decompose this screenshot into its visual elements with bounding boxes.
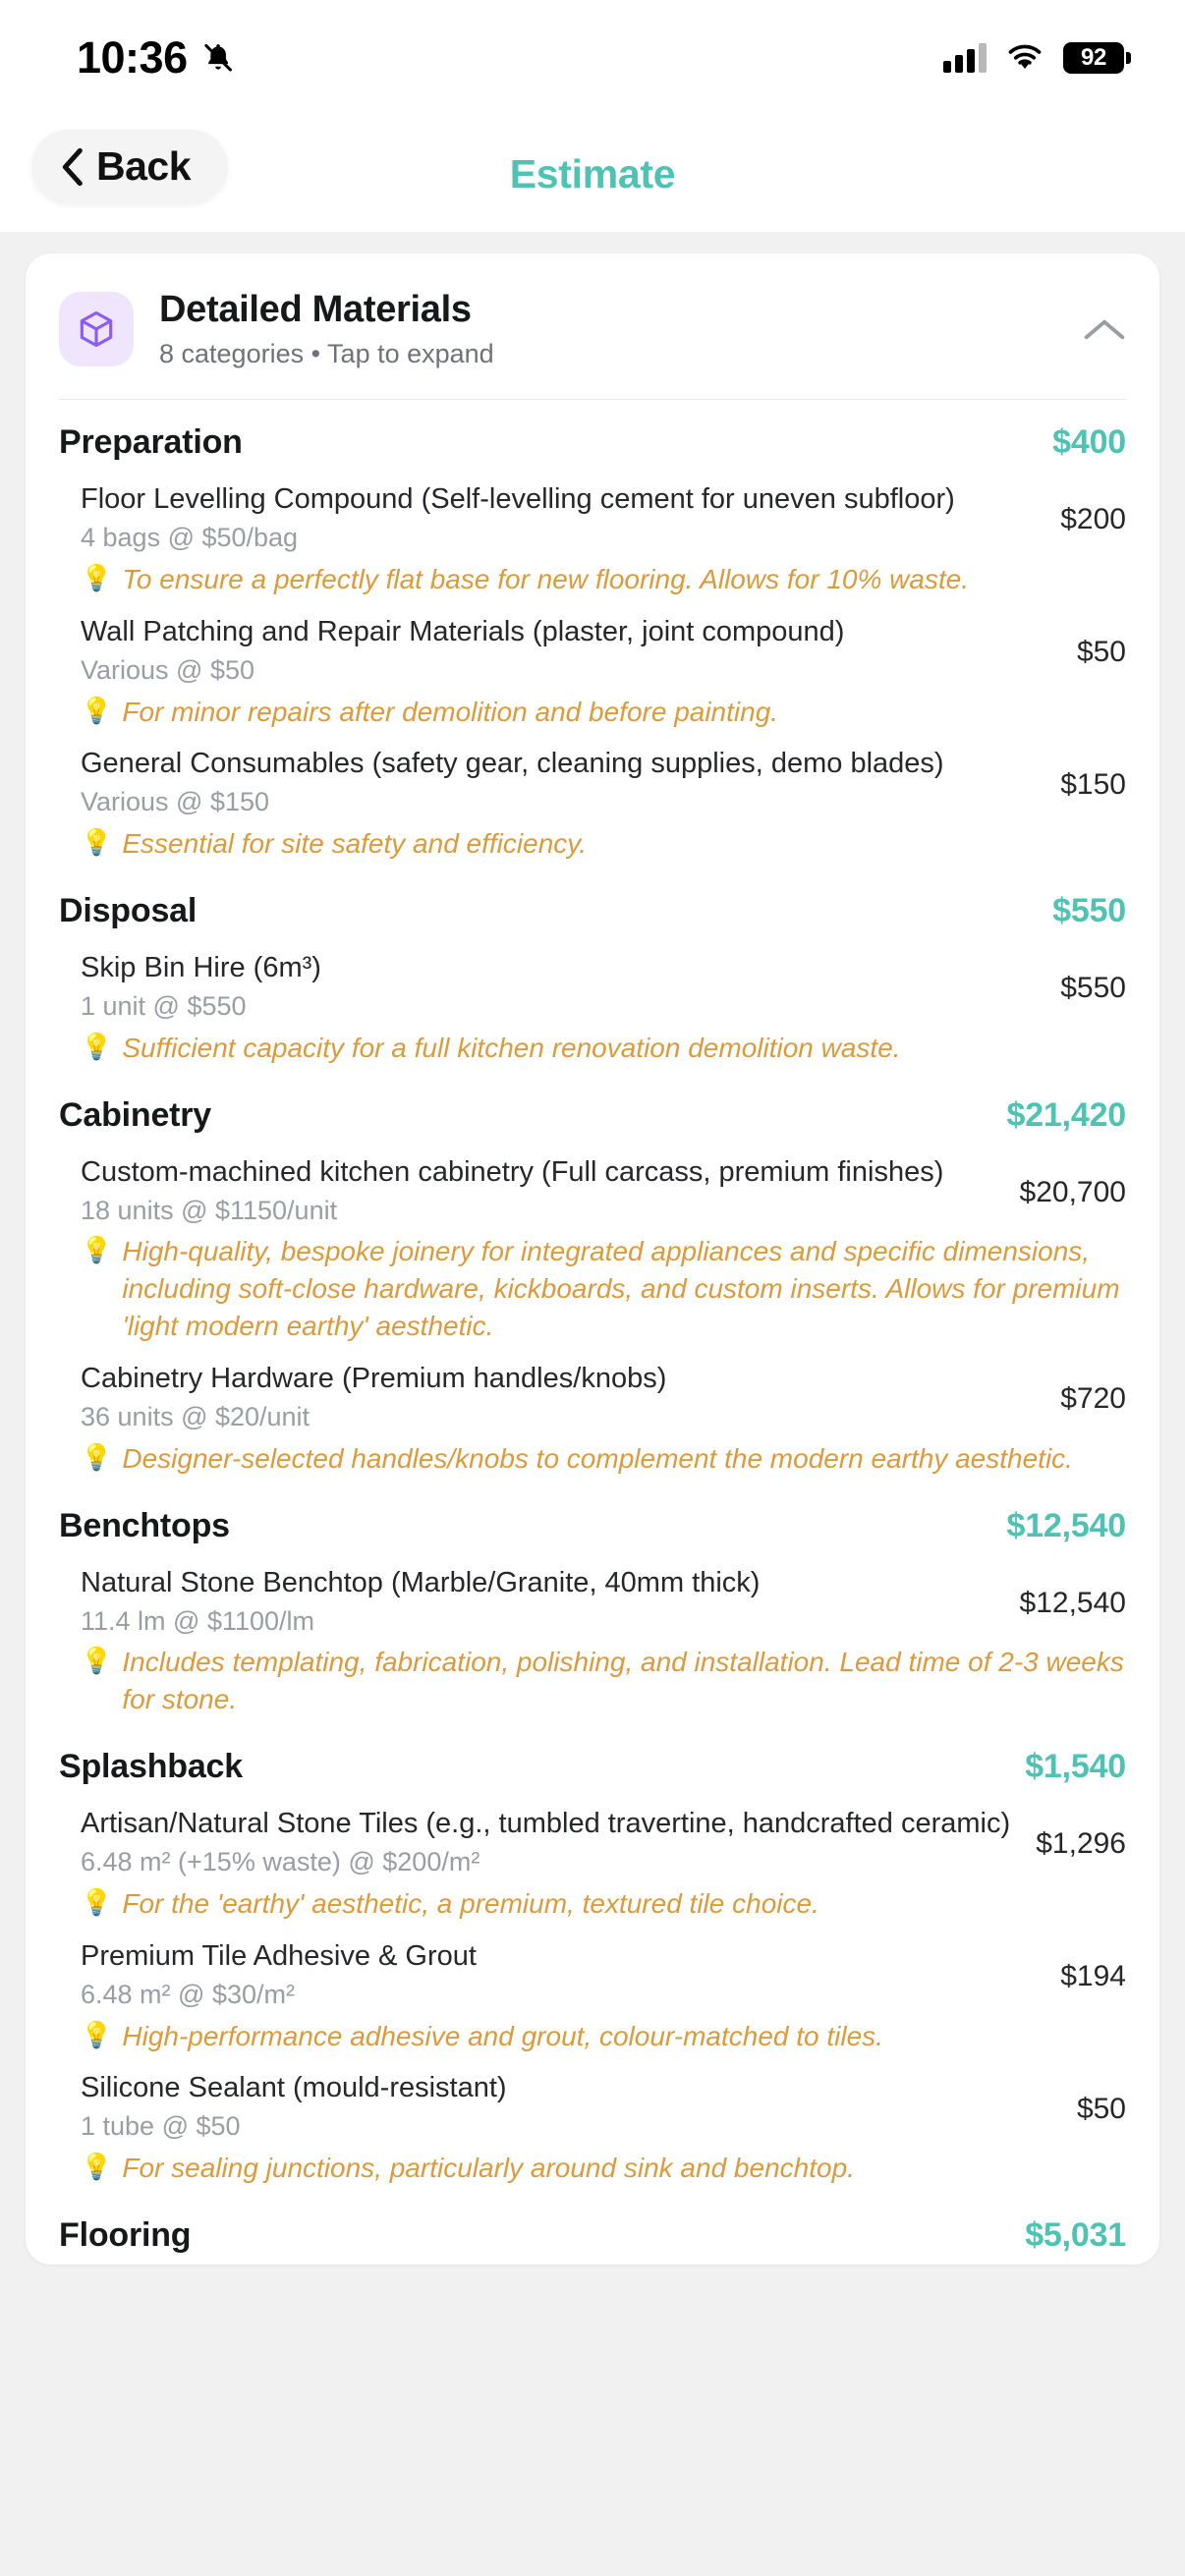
line-item-quantity: 1 tube @ $50 bbox=[81, 2111, 241, 2142]
line-item-main bbox=[59, 1565, 1126, 1639]
status-bar-left bbox=[77, 32, 235, 84]
line-item-main bbox=[59, 1938, 1126, 2012]
line-item-name: Natural Stone Benchtop (Marble/Granite, 40mm thick) bbox=[81, 1566, 761, 1598]
line-item-text bbox=[59, 1154, 1000, 1228]
back-button[interactable] bbox=[31, 130, 228, 203]
line-item-text bbox=[59, 2070, 1057, 2144]
line-item-quantity: 6.48 m² @ $30/m² bbox=[81, 1979, 295, 2009]
line-item-price: $200 bbox=[1060, 503, 1126, 536]
section-total: $400 bbox=[1052, 423, 1126, 461]
line-item-name: General Consumables (safety gear, cleaning supplies, demo blades) bbox=[81, 748, 944, 780]
cellular-signal-icon bbox=[943, 43, 987, 73]
line-item-note bbox=[59, 1233, 1126, 1344]
battery-indicator bbox=[1063, 42, 1124, 74]
line-item bbox=[26, 940, 1159, 1073]
section-total: $21,420 bbox=[1006, 1095, 1126, 1134]
line-item-quantity: 36 units @ $20/unit bbox=[81, 1401, 310, 1431]
line-item-note bbox=[59, 825, 1126, 863]
line-item bbox=[26, 1555, 1159, 1724]
section-total: $5,031 bbox=[1025, 2215, 1126, 2254]
line-item bbox=[26, 604, 1159, 737]
line-item bbox=[26, 472, 1159, 604]
line-item-quantity: Various @ $50 bbox=[81, 654, 255, 685]
line-item-quantity: 4 bags @ $50/bag bbox=[81, 523, 299, 553]
line-item-main bbox=[59, 746, 1126, 819]
page-body bbox=[0, 232, 1185, 2576]
line-item-note-text: High-quality, bespoke joinery for integrated appliances and specific dimensions, including soft-close hardware, kickboards, and custom inserts. Allows for premium 'light modern earthy' aesthetic. bbox=[122, 1236, 1120, 1342]
line-item-main bbox=[59, 1154, 1126, 1228]
line-item-note bbox=[59, 561, 1126, 598]
detailed-materials-card bbox=[26, 253, 1159, 2265]
section-name: Splashback bbox=[59, 1747, 243, 1785]
line-item-text bbox=[59, 1806, 1016, 1879]
section-header bbox=[26, 868, 1159, 940]
section-total: $550 bbox=[1052, 891, 1126, 929]
section-total: $12,540 bbox=[1006, 1506, 1126, 1544]
line-item-text bbox=[59, 1938, 1041, 2012]
line-item-note-text: For minor repairs after demolition and before painting. bbox=[122, 696, 779, 727]
line-item-note-text: Sufficient capacity for a full kitchen renovation demolition waste. bbox=[122, 1032, 901, 1063]
line-item-quantity: 11.4 lm @ $1100/lm bbox=[81, 1605, 315, 1636]
line-item-main bbox=[59, 1361, 1126, 1434]
line-item-price: $50 bbox=[1076, 636, 1126, 669]
line-item-quantity: 6.48 m² (+15% waste) @ $200/m² bbox=[81, 1847, 480, 1877]
line-item-price: $20,700 bbox=[1019, 1176, 1126, 1209]
detailed-materials-header-text bbox=[159, 289, 1083, 369]
line-item-name: Skip Bin Hire (6m³) bbox=[81, 951, 321, 983]
chevron-up-icon[interactable] bbox=[1083, 314, 1126, 344]
line-item-note bbox=[59, 1440, 1126, 1478]
line-item bbox=[26, 736, 1159, 868]
section-header bbox=[26, 2193, 1159, 2265]
line-item-note-text: To ensure a perfectly flat base for new flooring. Allows for 10% waste. bbox=[122, 563, 970, 594]
status-time: 10:36 bbox=[77, 32, 188, 83]
back-button-label: Back bbox=[96, 143, 192, 189]
line-item-note bbox=[59, 2018, 1126, 2055]
page-title: Estimate bbox=[509, 150, 676, 196]
section-header bbox=[26, 1484, 1159, 1555]
line-item bbox=[26, 2060, 1159, 2193]
line-item-text bbox=[59, 746, 1041, 819]
line-item bbox=[26, 1351, 1159, 1484]
line-item-main bbox=[59, 1806, 1126, 1879]
line-item-text bbox=[59, 1565, 1000, 1639]
section-name: Cabinetry bbox=[59, 1095, 212, 1134]
lightbulb-icon: 💡 bbox=[81, 2019, 113, 2049]
bell-slash-icon bbox=[201, 40, 235, 76]
lightbulb-icon: 💡 bbox=[81, 2152, 113, 2182]
line-item-note-text: Designer-selected handles/knobs to complement the modern earthy aesthetic. bbox=[122, 1442, 1073, 1474]
box-3d-icon-wrapper bbox=[59, 292, 134, 366]
line-item-quantity: Various @ $150 bbox=[81, 787, 270, 817]
lightbulb-icon: 💡 bbox=[81, 1886, 113, 1917]
line-item-note-text: For the 'earthy' aesthetic, a premium, textured tile choice. bbox=[122, 1887, 819, 1919]
line-item-name: Silicone Sealant (mould-resistant) bbox=[81, 2072, 507, 2104]
line-item-note bbox=[59, 1885, 1126, 1923]
line-item-note-text: Essential for site safety and efficiency. bbox=[122, 828, 587, 860]
status-bar-right bbox=[943, 42, 1124, 74]
section-header bbox=[26, 400, 1159, 472]
line-item-note bbox=[59, 2150, 1126, 2187]
lightbulb-icon: 💡 bbox=[81, 1235, 113, 1265]
line-item-note-text: Includes templating, fabrication, polishing, and installation. Lead time of 2-3 weeks for stone. bbox=[122, 1647, 1124, 1715]
section-header bbox=[26, 1073, 1159, 1145]
line-item-price: $720 bbox=[1060, 1382, 1126, 1416]
lightbulb-icon: 💡 bbox=[81, 562, 113, 592]
lightbulb-icon: 💡 bbox=[81, 1441, 113, 1472]
section-total: $1,540 bbox=[1025, 1747, 1126, 1785]
line-item-name: Custom-machined kitchen cabinetry (Full carcass, premium finishes) bbox=[81, 1155, 944, 1188]
line-item-price: $550 bbox=[1060, 972, 1126, 1005]
line-item-name: Floor Levelling Compound (Self-levelling cement for uneven subfloor) bbox=[81, 483, 955, 515]
line-item-main bbox=[59, 614, 1126, 688]
battery-level: 92 bbox=[1080, 44, 1107, 71]
line-item-text bbox=[59, 950, 1041, 1024]
line-item-price: $12,540 bbox=[1019, 1586, 1126, 1619]
line-item-note bbox=[59, 1644, 1126, 1718]
lightbulb-icon: 💡 bbox=[81, 1031, 113, 1061]
section-name: Preparation bbox=[59, 423, 243, 461]
line-item-name: Premium Tile Adhesive & Grout bbox=[81, 1939, 477, 1972]
materials-sections bbox=[26, 400, 1159, 2265]
lightbulb-icon: 💡 bbox=[81, 695, 113, 725]
line-item bbox=[26, 1796, 1159, 1929]
line-item-note-text: High-performance adhesive and grout, colour-matched to tiles. bbox=[122, 2020, 883, 2051]
line-item-text bbox=[59, 614, 1057, 688]
box-3d-icon bbox=[76, 308, 117, 350]
section-name: Flooring bbox=[59, 2215, 192, 2254]
line-item-main bbox=[59, 950, 1126, 1024]
line-item-main bbox=[59, 481, 1126, 555]
section-header bbox=[26, 1724, 1159, 1796]
line-item-price: $1,296 bbox=[1036, 1827, 1126, 1861]
line-item-main bbox=[59, 2070, 1126, 2144]
line-item-price: $194 bbox=[1060, 1960, 1126, 1993]
line-item-text bbox=[59, 1361, 1041, 1434]
navigation-bar bbox=[0, 116, 1185, 232]
line-item-quantity: 1 unit @ $550 bbox=[81, 991, 247, 1022]
section-name: Benchtops bbox=[59, 1506, 230, 1544]
line-item-text bbox=[59, 481, 1041, 555]
card-title: Detailed Materials bbox=[159, 289, 472, 330]
line-item-quantity: 18 units @ $1150/unit bbox=[81, 1195, 338, 1225]
line-item-name: Artisan/Natural Stone Tiles (e.g., tumbled travertine, handcrafted ceramic) bbox=[81, 1807, 1011, 1839]
lightbulb-icon: 💡 bbox=[81, 827, 113, 858]
line-item-price: $150 bbox=[1060, 767, 1126, 801]
card-subtitle: 8 categories • Tap to expand bbox=[159, 339, 494, 368]
line-item bbox=[26, 1145, 1159, 1351]
wifi-icon bbox=[1006, 43, 1044, 73]
line-item-note bbox=[59, 694, 1126, 731]
line-item-name: Wall Patching and Repair Materials (plaster, joint compound) bbox=[81, 615, 845, 647]
chevron-left-icon bbox=[59, 147, 85, 187]
status-bar bbox=[0, 0, 1185, 116]
section-name: Disposal bbox=[59, 891, 198, 929]
detailed-materials-header[interactable] bbox=[26, 253, 1159, 399]
line-item-note bbox=[59, 1030, 1126, 1067]
line-item bbox=[26, 1929, 1159, 2061]
line-item-name: Cabinetry Hardware (Premium handles/knobs) bbox=[81, 1362, 667, 1394]
line-item-note-text: For sealing junctions, particularly around sink and benchtop. bbox=[122, 2153, 855, 2184]
lightbulb-icon: 💡 bbox=[81, 1646, 113, 1676]
line-item-price: $50 bbox=[1076, 2092, 1126, 2125]
